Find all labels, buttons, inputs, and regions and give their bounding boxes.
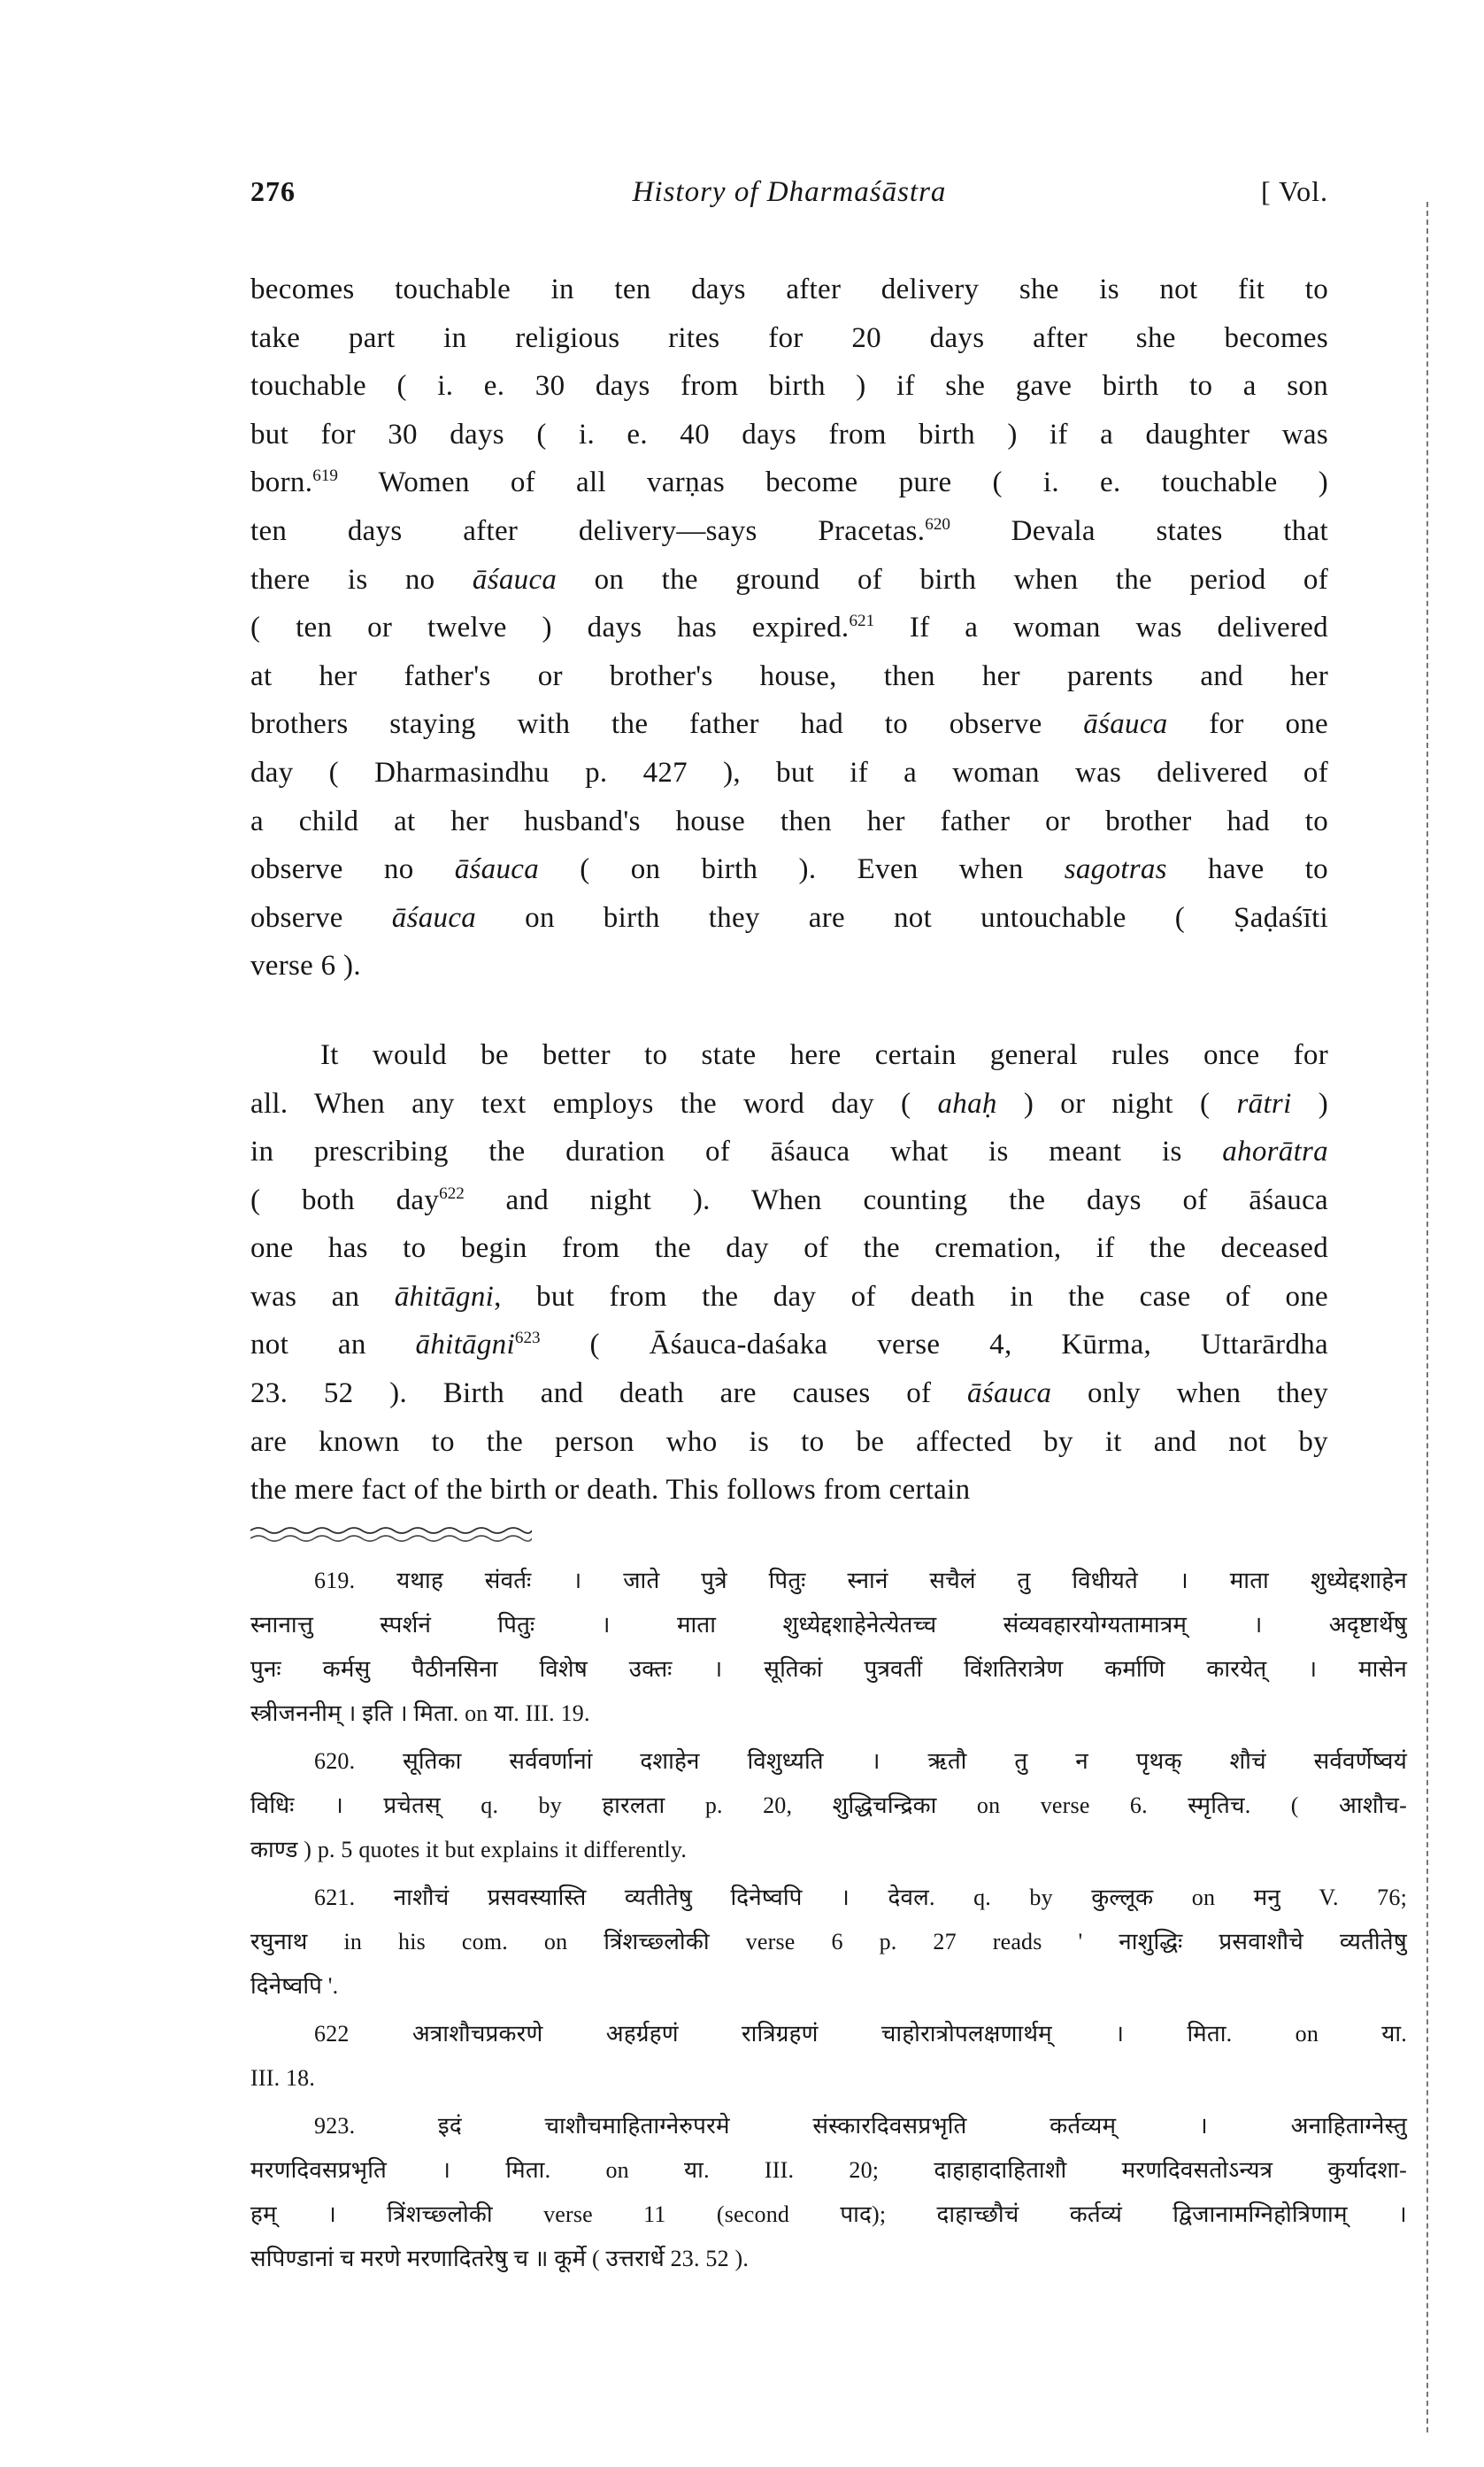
- running-title: History of Dharmaśāstra: [632, 176, 947, 208]
- footnote-line: स्नानात्तु स्पर्शनं पितुः । माता शुध्येद्दशाहेनेत्येतच्च संव्यवहारयोग्यतामात्रम् । अदृष्टार्थेषु: [250, 1611, 1407, 1638]
- footnote-619: [250, 1559, 1407, 1736]
- text-line: a child at her husband's house then her father or brother had to: [250, 805, 1328, 837]
- footnote-621: [250, 1876, 1407, 2008]
- text-line: It would be better to state here certain general rules once for: [320, 1038, 1328, 1071]
- footnote-line: 923. इदं चाशौचमाहिताग्नेरुपरमे संस्कारदिवसप्रभृति कर्तव्यम् । अनाहिताग्नेस्तु: [314, 2112, 1407, 2139]
- volume-marker: [ Vol.: [1261, 175, 1328, 207]
- footnote-line: रघुनाथ in his com. on त्रिंशच्छ्लोकी verse 6 p. 27 reads ' नाशुद्धिः प्रसवाशौचे व्यतीतेषु: [250, 1928, 1407, 1954]
- footnote-line: मरणदिवसप्रभृति । मिता. on या. III. 20; दाहाहादाहिताशौ मरणदिवसतोऽन्यत्र कुर्यादशा-: [250, 2156, 1407, 2183]
- page-content: [250, 266, 1407, 2285]
- text-line: was an āhitāgni, but from the day of death in the case of one: [250, 1280, 1328, 1313]
- footnote-line: हम् । त्रिंशच्छ्लोकी verse 11 (second पाद); दाहाच्छौचं कर्तव्यं द्विजानामग्निहोत्रिणाम् ।: [250, 2201, 1407, 2227]
- text-line: all. When any text employs the word day ( ahaḥ ) or night ( rātri ): [250, 1087, 1328, 1120]
- footnotes-section: [250, 1559, 1407, 2281]
- text-line: there is no āśauca on the ground of birth when the period of: [250, 563, 1329, 596]
- text-line: but for 30 days ( i. e. 40 days from birth ) if a daughter was: [250, 418, 1328, 451]
- page-number: 276: [250, 175, 296, 207]
- text-line: 23. 52 ). Birth and death are causes of āśauca only when they: [250, 1377, 1328, 1410]
- footnote-line: दिनेष्वपि '.: [250, 1972, 339, 1999]
- footnote-line: 621. नाशौचं प्रसवस्यास्ति व्यतीतेषु दिनेष्वपि । देवल. q. by कुल्लूक on मनु V. 76;: [314, 1884, 1407, 1910]
- text-line: in prescribing the duration of āśauca what is meant is ahorātra: [250, 1136, 1328, 1168]
- text-line: born.$^{619}$ Women of all varṇas become pure ( i. e. touchable ): [250, 466, 1328, 499]
- text-line: not an āhitāgni$^{623}$ ( Āśauca-daśaka verse 4, Kūrma, Uttarārdha: [250, 1329, 1328, 1361]
- footnote-line: काण्ड ) p. 5 quotes it but explains it differently.: [250, 1836, 688, 1862]
- text-line: observe āśauca on birth they are not untouchable ( Ṣaḍaśīti: [250, 901, 1329, 934]
- page-header: [250, 175, 1328, 209]
- footnote-line: 619. यथाह संवर्तः । जाते पुत्रे पितुः स्नानं सचैलं तु विधीयते । माता शुध्येद्दशाहेन: [314, 1567, 1407, 1593]
- text-line: becomes touchable in ten days after delivery she is not fit to: [250, 274, 1328, 305]
- text-line: are known to the person who is to be affected by it and not by: [250, 1425, 1328, 1458]
- footnote-line: सपिण्डानां च मरणे मरणादितरेषु च ॥ कूर्मे ( उत्तरार्धे 23. 52 ).: [250, 2245, 750, 2271]
- text-line: ( both day$^{622}$ and night ). When counting the days of āśauca: [250, 1183, 1328, 1216]
- footnote-line: पुनः कर्मसु पैठीनसिना विशेष उक्तः । सूतिकां पुत्रवतीं विंशतिरात्रेण कर्माणि कारयेत् । मासेन: [250, 1655, 1407, 1682]
- text-line: touchable ( i. e. 30 days from birth ) if she gave birth to a son: [250, 370, 1328, 403]
- text-line: ( ten or twelve ) days has expired.$^{621}$ If a woman was delivered: [250, 612, 1328, 644]
- text-line: observe no āśauca ( on birth ). Even when sagotras have to: [250, 853, 1328, 886]
- text-line: one has to begin from the day of the cremation, if the deceased: [250, 1232, 1328, 1265]
- text-line: take part in religious rites for 20 days after she becomes: [250, 321, 1328, 354]
- text-line: brothers staying with the father had to observe āśauca for one: [250, 708, 1328, 741]
- text-line: the mere fact of the birth or death. This follows from certain: [250, 1474, 971, 1507]
- footnote-622: [250, 2012, 1407, 2101]
- wavy-separator-line: [250, 1525, 532, 1545]
- footnote-line: 622 अत्राशौचप्रकरणे अहर्ग्रहणं रात्रिग्रहणं चाहोरात्रोपलक्षणार्थम् । मिता. on या.: [314, 2020, 1407, 2047]
- scan-binding-line: [1426, 202, 1428, 2432]
- text-line: verse 6 ).: [250, 950, 361, 983]
- footnote-623: [250, 2104, 1407, 2281]
- text-line: day ( Dharmasindhu p. 427 ), but if a woman was delivered of: [250, 756, 1328, 789]
- paragraph-1: [250, 266, 1328, 991]
- paragraph-2: [250, 1031, 1328, 1515]
- footnote-line: स्त्रीजननीम् । इति । मिता. on या. III. 19.: [250, 1700, 590, 1726]
- footnote-line: III. 18.: [250, 2064, 316, 2091]
- text-line: at her father's or brother's house, then her parents and her: [250, 659, 1328, 692]
- text-line: ten days after delivery—says Pracetas.$^{620}$ Devala states that: [250, 514, 1328, 547]
- footnote-line: 620. सूतिका सर्ववर्णानां दशाहेन विशुध्यति । ऋतौ तु न पृथक् शौचं सर्ववर्णेष्वयं: [314, 1747, 1407, 1774]
- footnote-line: विधिः । प्रचेतस् q. by हारलता p. 20, शुद्धिचन्द्रिका on verse 6. स्मृतिच. ( आशौच-: [250, 1792, 1407, 1818]
- footnote-620: [250, 1739, 1407, 1872]
